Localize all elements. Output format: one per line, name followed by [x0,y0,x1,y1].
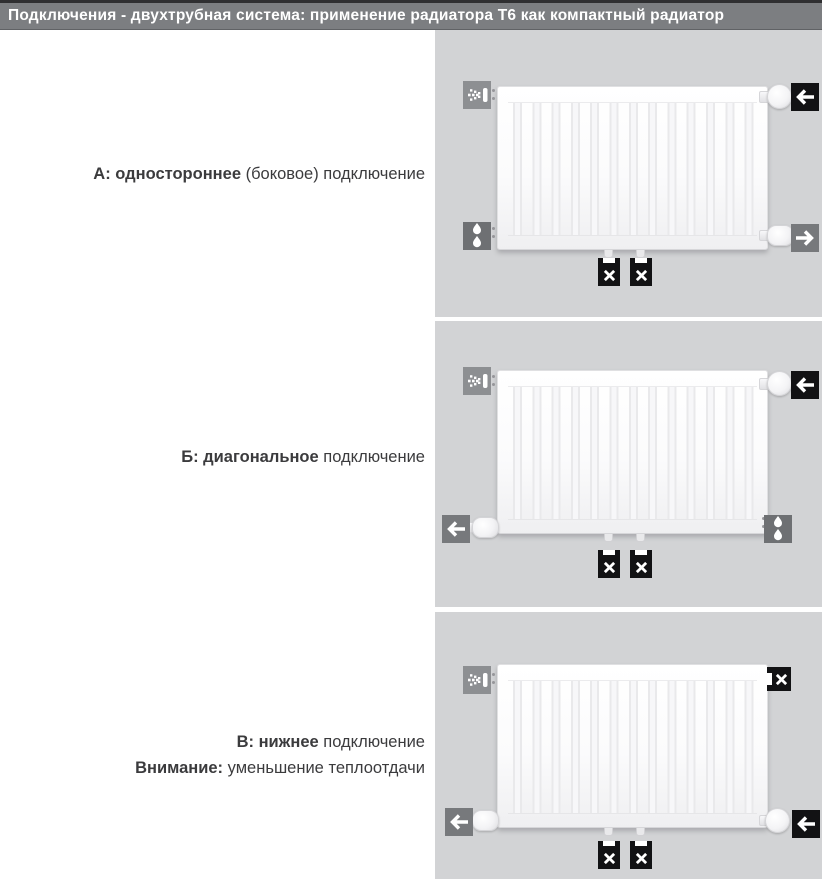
section-b-label [0,321,435,607]
warning-line: Внимание: уменьшение теплоотдачи [135,758,425,777]
supply-arrow-left-icon [792,810,820,838]
pipe-notch [603,550,615,555]
bottom-pipe-stub [604,828,613,836]
return-valve [767,225,794,246]
blocked-connection-icon [598,841,620,869]
bottom-pipe-stub [636,250,645,258]
blocked-connection-icon [598,258,620,286]
label-line: Б: диагональное подключение [181,448,425,466]
section-c [0,612,822,879]
pipe-notch [603,258,615,263]
blocked-connection-icon [630,841,652,869]
pipe-notch [635,841,647,846]
return-arrow-right-icon [791,224,819,252]
drain-droplets-icon [463,222,491,250]
pipe-notch [635,550,647,555]
bottom-pipe-stub [604,250,613,258]
thermostatic-valve-knob [767,84,792,109]
bottom-pipe-stub [636,534,645,542]
tapping-dots [492,89,495,92]
supply-arrow-left-icon [791,83,819,111]
blocked-connection-icon [630,258,652,286]
pipe-notch [635,258,647,263]
section-a-label [0,30,435,317]
page-title: Подключения - двухтрубная система: применение радиатора Т6 как компактный радиатор [8,7,725,24]
return-valve [472,517,499,538]
blocked-connection-icon [767,667,791,691]
blocked-connection-icon [630,550,652,578]
tapping-dots [492,227,495,230]
radiator-image [497,370,768,534]
drain-droplets-icon [764,515,792,543]
page-header [0,0,822,30]
bottom-pipe-stub [636,828,645,836]
pipe-notch [603,841,615,846]
radiator-grooves [508,680,757,814]
return-arrow-left-icon [442,515,470,543]
radiator-image [497,664,768,828]
thermostat-spray-icon [463,81,491,109]
supply-arrow-left-icon [791,371,819,399]
section-c-label [0,612,435,879]
thermostat-spray-icon [463,367,491,395]
radiator-grooves [508,386,757,520]
section-b [0,321,822,607]
section-a [0,30,822,317]
diagram-panel-b [435,321,822,607]
diagram-panel-a [435,30,822,317]
thermostatic-valve-knob [765,808,790,833]
diagram-panel-c [435,612,822,879]
thermostat-spray-icon [463,666,491,694]
label-line: А: одностороннее (боковое) подключение [93,164,425,183]
pipe-notch [767,673,772,685]
label-line: В: нижнее подключение [236,732,425,751]
radiator-image [497,86,768,250]
radiator-grooves [508,102,757,236]
return-valve [472,810,499,831]
tapping-dots [492,375,495,378]
blocked-connection-icon [598,550,620,578]
return-arrow-left-icon [445,808,473,836]
bottom-pipe-stub [604,534,613,542]
tapping-dots [492,673,495,676]
thermostatic-valve-knob [767,371,792,396]
